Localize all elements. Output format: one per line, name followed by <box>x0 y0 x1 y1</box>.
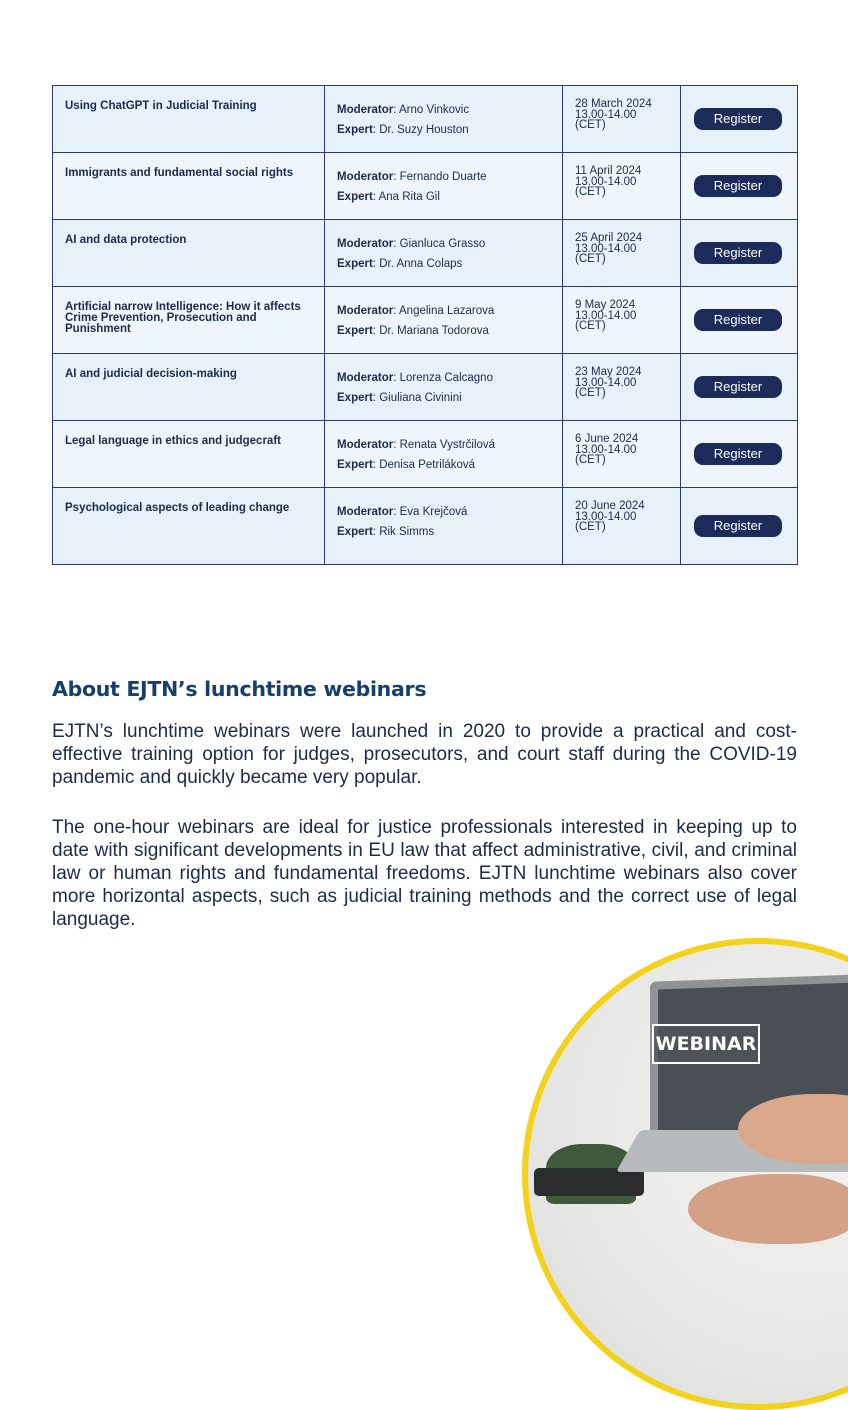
moderator-line: Moderator: Fernando Duarte <box>337 171 487 183</box>
date-cell <box>563 220 681 287</box>
expert-line: Expert: Rik Simms <box>337 526 435 538</box>
expert-line: Expert: Giuliana Civinini <box>337 392 462 404</box>
date-cell <box>563 287 681 354</box>
table-row <box>53 287 798 354</box>
register-cell <box>681 287 798 354</box>
webinar-date: 28 March 2024 <box>575 98 652 110</box>
webinar-timezone: (CET) <box>575 320 606 332</box>
moderator-name: Eva Krejčová <box>399 506 468 518</box>
people-cell <box>325 86 563 153</box>
register-cell <box>681 86 798 153</box>
date-cell <box>563 153 681 220</box>
register-button[interactable]: Register <box>694 242 782 264</box>
register-button[interactable]: Register <box>694 175 782 197</box>
table-row <box>53 220 798 287</box>
expert-label: Expert <box>337 325 373 337</box>
people-cell <box>325 421 563 488</box>
webinar-date: 6 June 2024 <box>575 433 639 445</box>
expert-label: Expert <box>337 191 373 203</box>
webinar-timezone: (CET) <box>575 387 606 399</box>
moderator-line: Moderator: Gianluca Grasso <box>337 238 486 250</box>
table-row <box>53 354 798 421</box>
webinar-topic: Using ChatGPT in Judicial Training <box>65 100 257 112</box>
moderator-label: Moderator <box>337 506 394 518</box>
webinar-date: 23 May 2024 <box>575 366 642 378</box>
webinar-time: 13.00-14.00 <box>575 443 637 456</box>
register-button[interactable]: Register <box>694 376 782 398</box>
webinar-time: 13.00-14.00 <box>575 376 637 389</box>
webinar-badge: WEBINAR <box>652 1024 760 1064</box>
moderator-label: Moderator <box>337 372 394 384</box>
people-cell <box>325 287 563 354</box>
register-cell <box>681 220 798 287</box>
date-cell <box>563 488 681 565</box>
moderator-line: Moderator: Angelina Lazarova <box>337 305 495 317</box>
expert-line: Expert: Dr. Anna Colaps <box>337 258 463 270</box>
moderator-name: Fernando Duarte <box>399 171 487 183</box>
expert-name: Denisa Petriláková <box>379 459 476 471</box>
webinar-timezone: (CET) <box>575 521 606 533</box>
expert-label: Expert <box>337 258 373 270</box>
moderator-name: Lorenza Calcagno <box>399 372 493 384</box>
webinar-date: 25 April 2024 <box>575 232 643 244</box>
moderator-line: Moderator: Lorenza Calcagno <box>337 372 493 384</box>
webinar-topic: AI and judicial decision-making <box>65 368 237 380</box>
webinar-date: 20 June 2024 <box>575 500 645 512</box>
topic-cell <box>53 220 325 287</box>
topic-cell <box>53 153 325 220</box>
topic-cell <box>53 354 325 421</box>
expert-label: Expert <box>337 392 373 404</box>
people-cell <box>325 153 563 220</box>
topic-cell <box>53 287 325 354</box>
webinar-timezone: (CET) <box>575 186 606 198</box>
people-cell <box>325 354 563 421</box>
webinar-time: 13.00-14.00 <box>575 175 637 188</box>
expert-name: Rik Simms <box>379 526 435 538</box>
webinar-time: 13.00-14.00 <box>575 242 637 255</box>
register-button[interactable]: Register <box>694 309 782 331</box>
moderator-label: Moderator <box>337 439 394 451</box>
topic-cell <box>53 488 325 565</box>
moderator-name: Angelina Lazarova <box>399 305 495 317</box>
about-paragraph-1: EJTN’s lunchtime webinars were launched in 2020 to provide a practical and cost-effective training option for judges, prosecutors, and court staff during the COVID-19 pandemic and quickly became very popular. <box>52 721 797 788</box>
topic-cell <box>53 86 325 153</box>
topic-cell <box>53 421 325 488</box>
date-cell <box>563 421 681 488</box>
people-cell <box>325 220 563 287</box>
moderator-line: Moderator: Renata Vystrčilová <box>337 439 496 451</box>
webinar-date: 9 May 2024 <box>575 299 636 311</box>
schedule-body <box>53 86 798 565</box>
table-row <box>53 86 798 153</box>
register-button[interactable]: Register <box>694 515 782 537</box>
register-cell <box>681 153 798 220</box>
webinar-topic: Legal language in ethics and judgecraft <box>65 435 281 447</box>
webinar-topic: Artificial narrow Intelligence: How it affects Crime Prevention, Prosecution and Punishment <box>65 301 301 335</box>
moderator-name: Gianluca Grasso <box>399 238 486 250</box>
expert-name: Dr. Mariana Todorova <box>379 325 489 337</box>
webinar-time: 13.00-14.00 <box>575 309 637 322</box>
moderator-label: Moderator <box>337 238 394 250</box>
moderator-label: Moderator <box>337 171 394 183</box>
moderator-name: Renata Vystrčilová <box>399 439 496 451</box>
moderator-line: Moderator: Eva Krejčová <box>337 506 468 518</box>
expert-label: Expert <box>337 124 373 136</box>
expert-line: Expert: Denisa Petriláková <box>337 459 476 471</box>
expert-line: Expert: Ana Rita Gil <box>337 191 440 203</box>
register-cell <box>681 421 798 488</box>
table-row <box>53 153 798 220</box>
section-title: About EJTN’s lunchtime webinars <box>52 677 427 701</box>
webinar-date: 11 April 2024 <box>575 165 642 177</box>
register-button[interactable]: Register <box>694 108 782 130</box>
table-row <box>53 421 798 488</box>
moderator-line: Moderator: Arno Vinkovic <box>337 104 470 116</box>
register-cell <box>681 354 798 421</box>
webinar-time: 13.00-14.00 <box>575 510 637 523</box>
hand-image-2 <box>688 1174 848 1244</box>
webinar-timezone: (CET) <box>575 454 606 466</box>
webinar-topic: AI and data protection <box>65 234 187 246</box>
people-cell <box>325 488 563 565</box>
expert-line: Expert: Dr. Suzy Houston <box>337 124 469 136</box>
table-row <box>53 488 798 565</box>
webinar-topic: Psychological aspects of leading change <box>65 502 290 514</box>
webinar-topic: Immigrants and fundamental social rights <box>65 167 294 179</box>
webinar-schedule-table <box>52 85 798 565</box>
register-button[interactable]: Register <box>694 443 782 465</box>
webinar-timezone: (CET) <box>575 253 606 265</box>
expert-label: Expert <box>337 459 373 471</box>
date-cell <box>563 86 681 153</box>
webinar-photo <box>522 938 848 1410</box>
moderator-label: Moderator <box>337 104 394 116</box>
register-cell <box>681 488 798 565</box>
expert-name: Dr. Suzy Houston <box>379 124 469 136</box>
about-paragraph-2: The one-hour webinars are ideal for justice professionals interested in keeping up to date with significant developments in EU law that affect administrative, civil, and criminal law or human rights and fundamental freedoms. EJTN lunchtime webinars also cover more horizontal aspects, such as judicial training methods and the correct use of legal language. <box>52 817 797 930</box>
expert-name: Dr. Anna Colaps <box>379 258 463 270</box>
phone-image <box>534 1168 644 1196</box>
date-cell <box>563 354 681 421</box>
moderator-label: Moderator <box>337 305 394 317</box>
expert-line: Expert: Dr. Mariana Todorova <box>337 325 489 337</box>
expert-label: Expert <box>337 526 373 538</box>
webinar-time: 13.00-14.00 <box>575 108 637 121</box>
moderator-name: Arno Vinkovic <box>399 104 470 116</box>
expert-name: Ana Rita Gil <box>378 191 440 203</box>
webinar-timezone: (CET) <box>575 119 606 131</box>
expert-name: Giuliana Civinini <box>379 392 462 404</box>
